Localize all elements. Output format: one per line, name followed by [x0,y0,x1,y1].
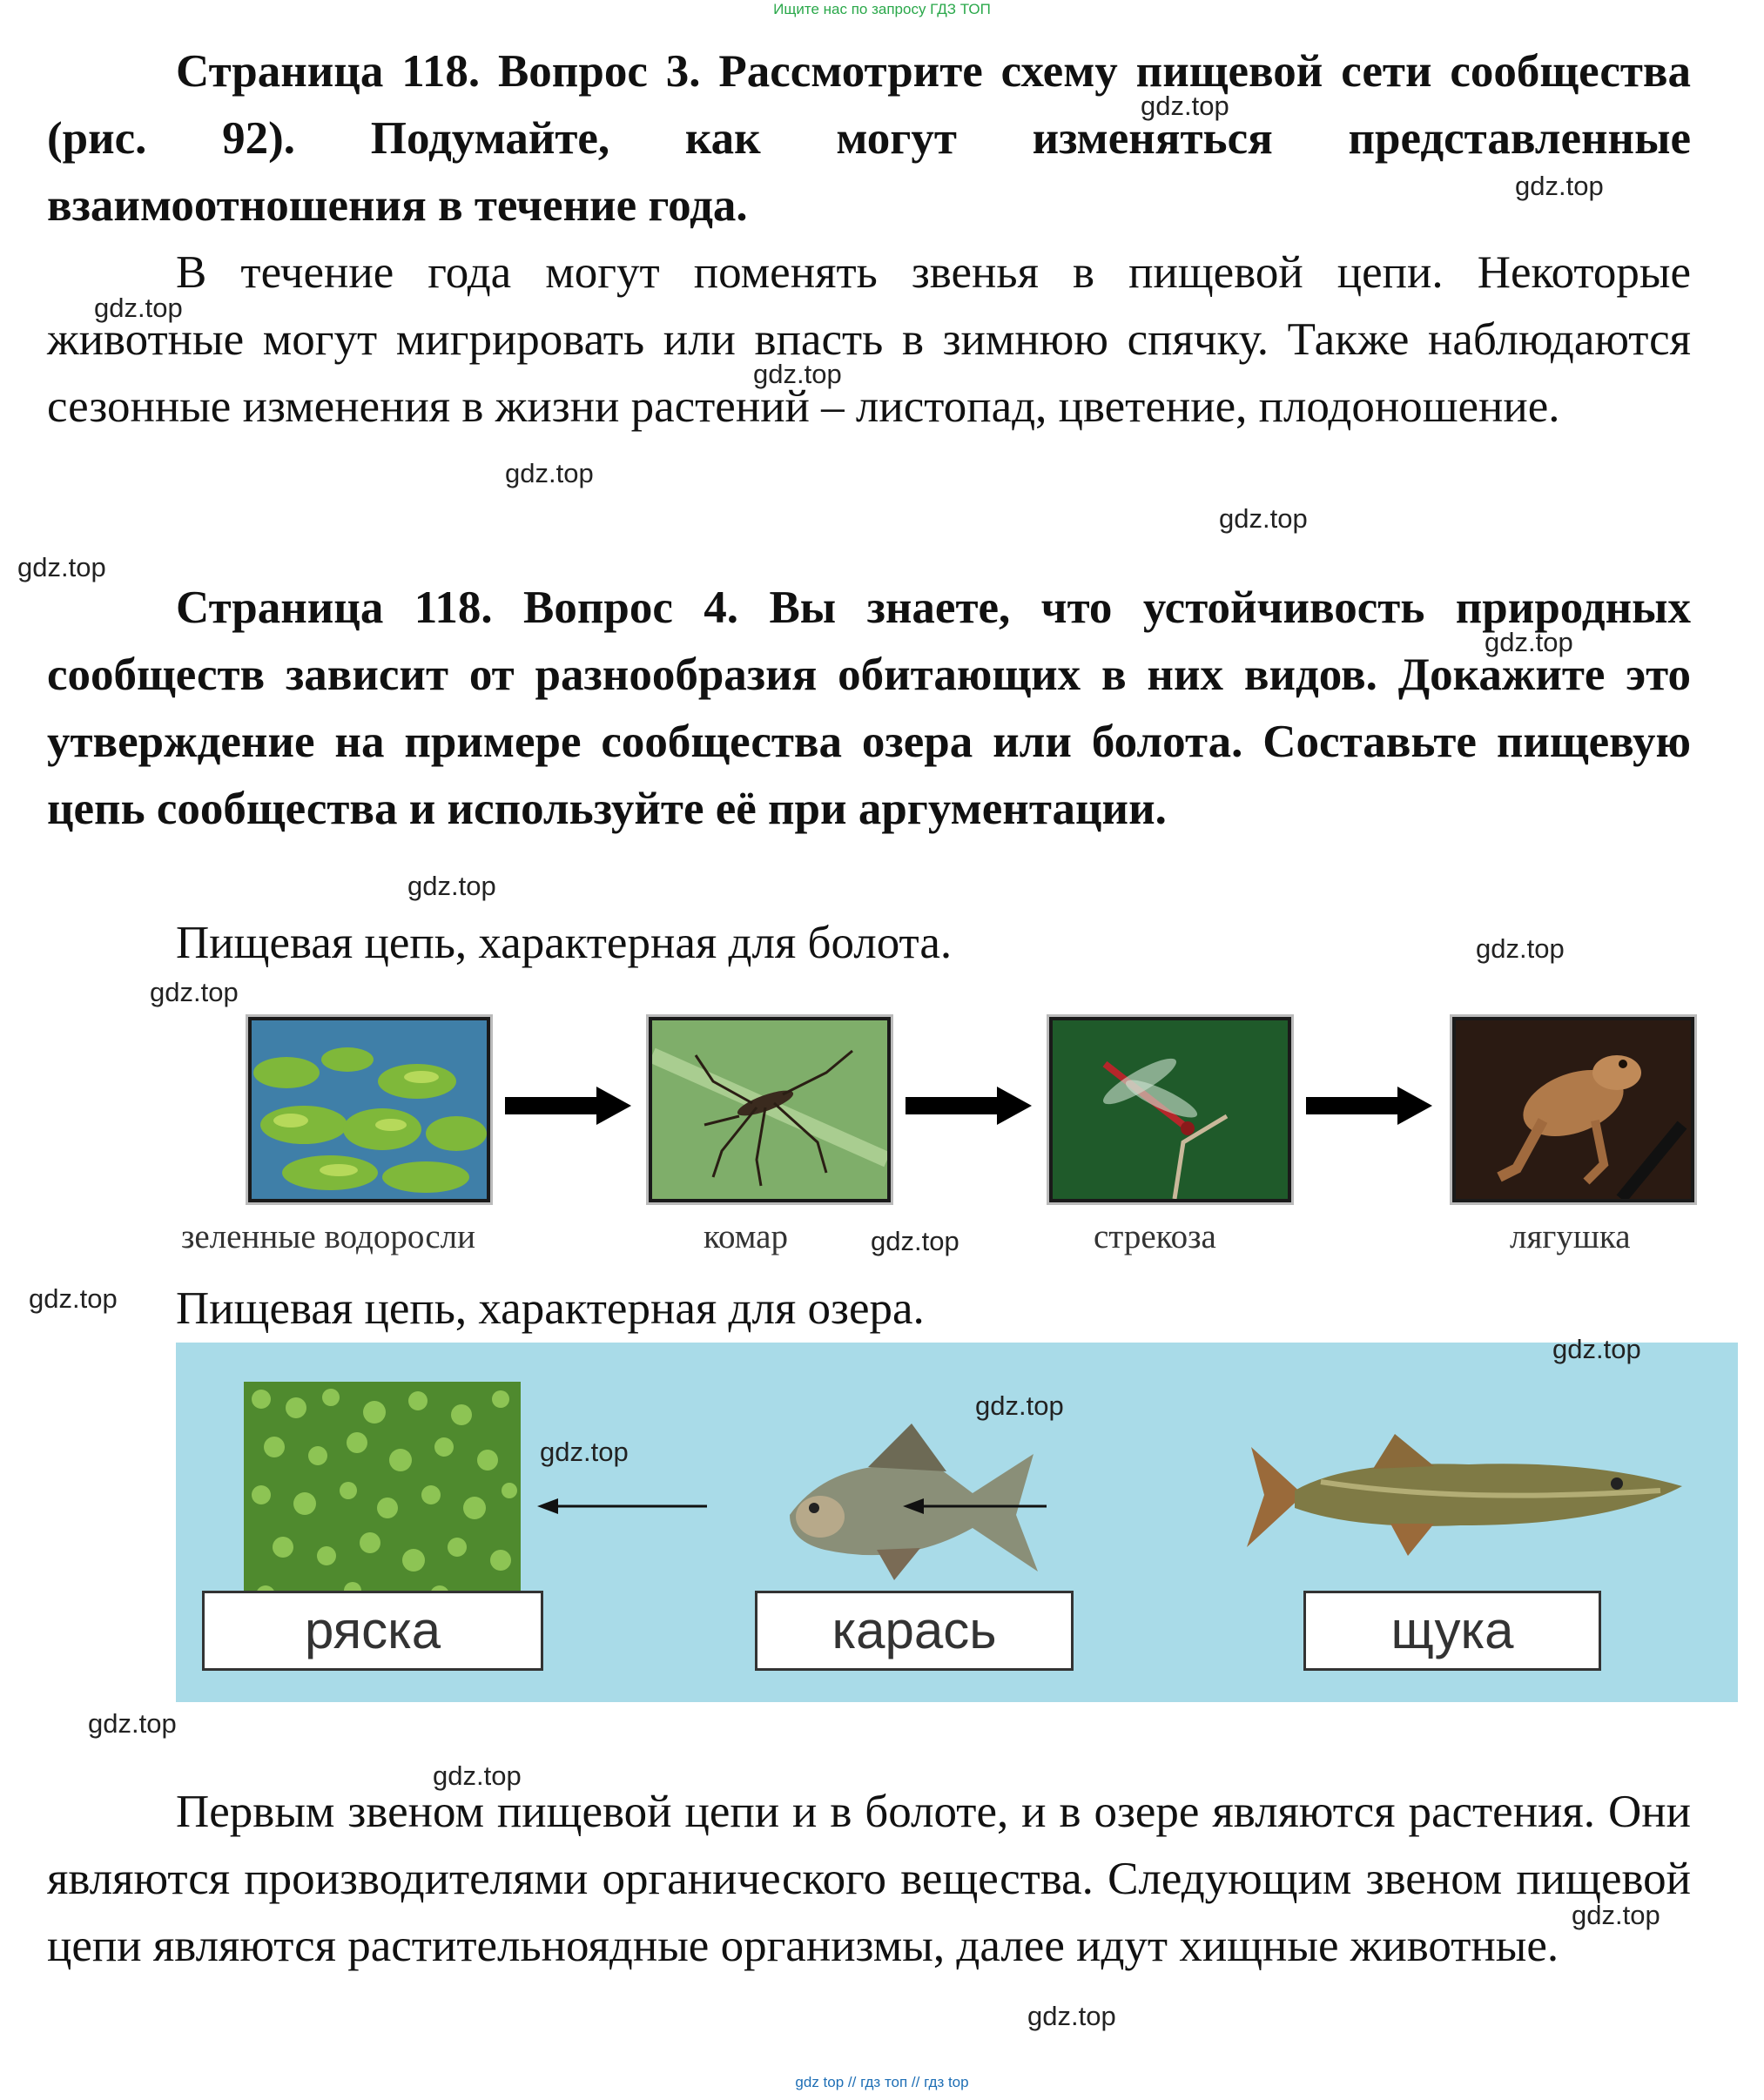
arrow-right-icon [906,1087,1032,1125]
conclusion-text: Первым звеном пищевой цепи и в болоте, и в озере являются растения. Они являются производителями органического вещества. Следующим звеном пищевой цепи являются растительноядные организмы, далее идут хищные животные. [47,1787,1691,1971]
arrow-left-icon [537,1498,707,1515]
arrow-right-icon [1306,1087,1432,1125]
footer: gdz top // гдз топ // гдз top [795,2074,969,2090]
arrow-right-icon [505,1087,631,1125]
watermark: gdz.top [17,552,106,582]
question-3-text: Страница 118. Вопрос 3. Рассмотрите схему пищевой сети сообщества (рис. 92). Подумайте, как могут изменяться представленные взаимоотношения в течение года. [47,46,1691,231]
label-crucian-carp: карась [755,1591,1074,1671]
label-pike: щука [1303,1591,1601,1671]
top-banner: Ищите нас по запросу ГДЗ ТОП [773,1,991,17]
watermark: gdz.top [1572,1900,1660,1930]
watermark: gdz.top [1515,171,1604,201]
caption-mosquito: комар [704,1218,788,1255]
watermark: gdz.top [150,977,239,1007]
answer-3-text: В течение года могут поменять звенья в пищевой цепи. Некоторые животные могут мигрировать или впасть в зимнюю спячку. Также наблюдаются сезонные изменения в жизни растений – листопад, цветение, плодоношение. [47,247,1691,432]
watermark: gdz.top [88,1708,177,1739]
watermark: gdz.top [540,1437,629,1467]
watermark: gdz.top [94,293,183,323]
watermark: gdz.top [433,1760,522,1791]
watermark: gdz.top [29,1283,118,1314]
watermark: gdz.top [1027,2001,1116,2031]
watermark: gdz.top [1219,503,1308,534]
watermark: gdz.top [975,1390,1064,1421]
frog-photo [1452,1017,1694,1202]
watermark: gdz.top [1552,1334,1641,1364]
watermark: gdz.top [1476,933,1565,964]
caption-dragonfly: стрекоза [1094,1218,1216,1255]
watermark: gdz.top [1485,627,1573,657]
caption-algae: зеленные водоросли [181,1218,475,1255]
watermark: gdz.top [1141,91,1229,121]
marsh-chain-heading: Пищевая цепь, характерная для болота. [176,918,953,968]
watermark: gdz.top [407,871,496,901]
algae-photo [248,1017,490,1202]
watermark: gdz.top [505,458,594,488]
pike-image [1242,1430,1687,1560]
duckweed-image [244,1382,521,1617]
watermark: gdz.top [753,359,842,389]
mosquito-photo [649,1017,891,1202]
lake-chain-heading: Пищевая цепь, характерная для озера. [176,1283,925,1334]
arrow-left-icon [903,1498,1047,1515]
caption-frog: лягушка [1510,1218,1631,1255]
lake-chain-panel [176,1343,1738,1702]
watermark: gdz.top [871,1226,959,1256]
question-4-text: Страница 118. Вопрос 4. Вы знаете, что устойчивость природных сообществ зависит от разнообразия обитающих в них видов. Докажите это утверждение на примере сообщества озера или болота. Составьте пищевую цепь сообщества и используйте её при аргументации. [47,582,1691,834]
dragonfly-photo [1049,1017,1291,1202]
label-duckweed: ряска [202,1591,543,1671]
